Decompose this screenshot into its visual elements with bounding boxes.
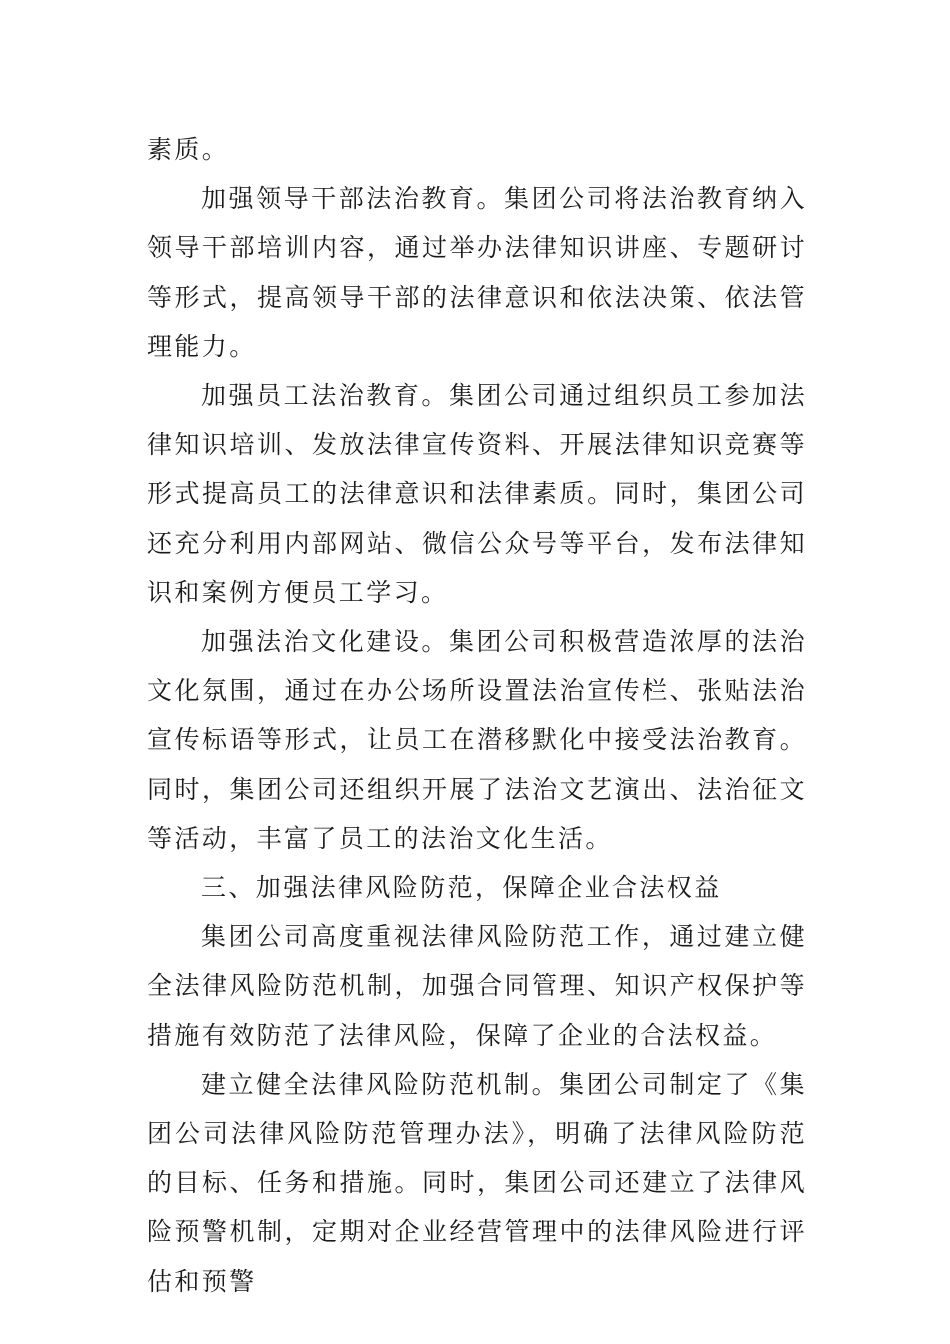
continuation-paragraph: 素质。 (147, 135, 230, 164)
document-body (147, 125, 807, 1306)
paragraph-risk-mechanism: 建立健全法律风险防范机制。集团公司制定了《集团公司法律风险防范管理办法》，明确了法律风险防范的目标、任务和措施。同时，集团公司还建立了法律风险预警机制，定期对企业经营管理中的法律风险进行评估和预警 (147, 1069, 807, 1296)
section-heading: 三、加强法律风险防范，保障企业合法权益 (201, 873, 722, 903)
paragraph-leader-education: 加强领导干部法治教育。集团公司将法治教育纳入领导干部培训内容，通过举办法律知识讲座、专题研讨等形式，提高领导干部的法律意识和依法决策、依法管理能力。 (147, 184, 807, 361)
paragraph-legal-culture: 加强法治文化建设。集团公司积极营造浓厚的法治文化氛围，通过在办公场所设置法治宣传栏、张贴法治宣传标语等形式，让员工在潜移默化中接受法治教育。同时，集团公司还组织开展了法治文艺演出、法治征文等活动，丰富了员工的法治文化生活。 (147, 627, 807, 853)
paragraph-employee-education: 加强员工法治教育。集团公司通过组织员工参加法律知识培训、发放法律宣传资料、开展法律知识竞赛等形式提高员工的法律意识和法律素质。同时，集团公司还充分利用内部网站、微信公众号等平台，发布法律知识和案例方便员工学习。 (147, 381, 807, 607)
paragraph-risk-overview: 集团公司高度重视法律风险防范工作，通过建立健全法律风险防范机制，加强合同管理、知识产权保护等措施有效防范了法律风险，保障了企业的合法权益。 (147, 922, 807, 1050)
